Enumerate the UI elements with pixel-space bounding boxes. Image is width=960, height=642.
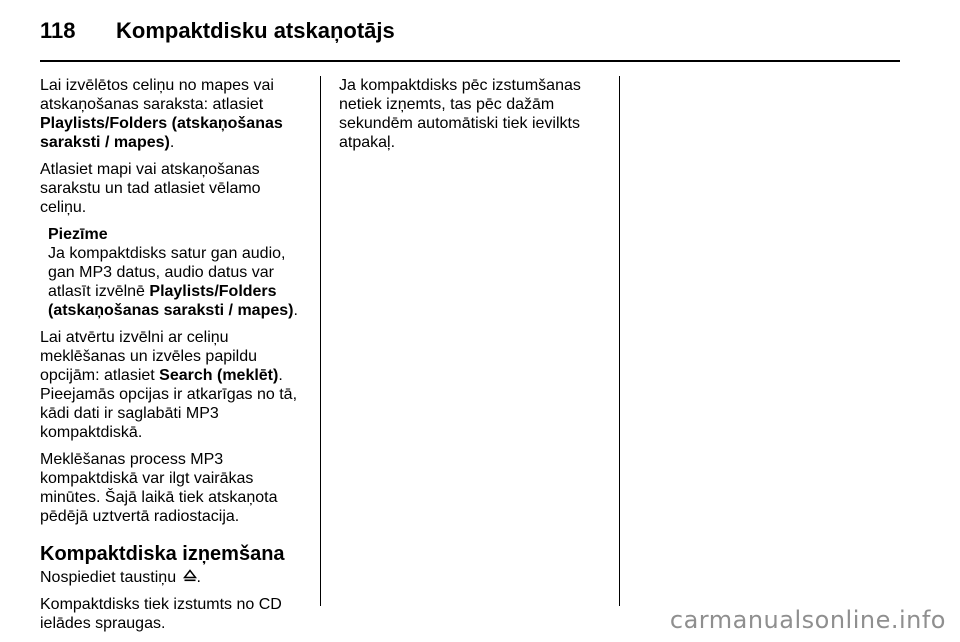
menu-item-playlists-folders: Playlists/Folders (atskaņošanas saraksti / mapes) (40, 115, 283, 151)
header-rule (40, 60, 900, 62)
menu-item-playlists-folders: Playlists/Folders (atskaņošanas saraksti / mapes) (48, 283, 294, 319)
paragraph-text: Pieejamās opcijas ir atkarīgas no tā, kādi dati ir saglabāti MP3 kompaktdiskā. (40, 386, 298, 441)
punctuation: . (293, 302, 298, 319)
paragraph-select-track (40, 76, 308, 152)
paragraph-search-process: Meklēšanas process MP3 kompaktdiskā var ilgt vairākas minūtes. Šajā laikā tiek atskaņota pēdējā uztvertā radiostacija. (40, 451, 278, 525)
paragraph-text: Lai izvēlētos celiņu no mapes vai atskaņošanas saraksta: atlasiet (40, 77, 274, 113)
column-2 (339, 76, 607, 160)
page-number: 118 (40, 18, 76, 43)
column-1 (40, 76, 308, 641)
page-title: Kompaktdisku atskaņotājs (116, 18, 395, 43)
punctuation: . (278, 367, 283, 384)
section-heading-eject: Kompaktdiska izņemšana (40, 543, 285, 565)
paragraph-text: Lai atvērtu izvēlni ar celiņu meklēšanas un izvēles papildu opcijām: atlasiet (40, 329, 258, 384)
paragraph-disc-ejected: Kompaktdisks tiek izstumts no CD ielādes spraugas. (40, 596, 282, 632)
paragraph-select-folder: Atlasiet mapi vai atskaņošanas sarakstu un tad atlasiet vēlamo celiņu. (40, 161, 261, 216)
paragraph-text: Nospiediet taustiņu (40, 569, 181, 586)
note-text: Ja kompaktdisks satur gan audio, gan MP3 datus, audio datus var atlasīt izvēlnē (48, 245, 286, 300)
watermark: carmanualsonline.info (669, 606, 946, 634)
menu-item-search: Search (meklēt) (159, 367, 279, 384)
paragraph-search-menu (40, 328, 308, 442)
paragraph-press-eject (40, 568, 308, 587)
punctuation: . (196, 569, 201, 586)
note-heading: Piezīme (48, 226, 108, 243)
paragraph-auto-reload: Ja kompaktdisks pēc izstumšanas netiek izņemts, tas pēc dažām sekundēm automātiski tiek ievilkts atpakaļ. (339, 77, 581, 151)
column-divider-left (320, 76, 321, 606)
note-box (40, 225, 308, 320)
eject-icon (183, 569, 197, 583)
punctuation: . (169, 134, 175, 151)
column-divider-right (619, 76, 620, 606)
